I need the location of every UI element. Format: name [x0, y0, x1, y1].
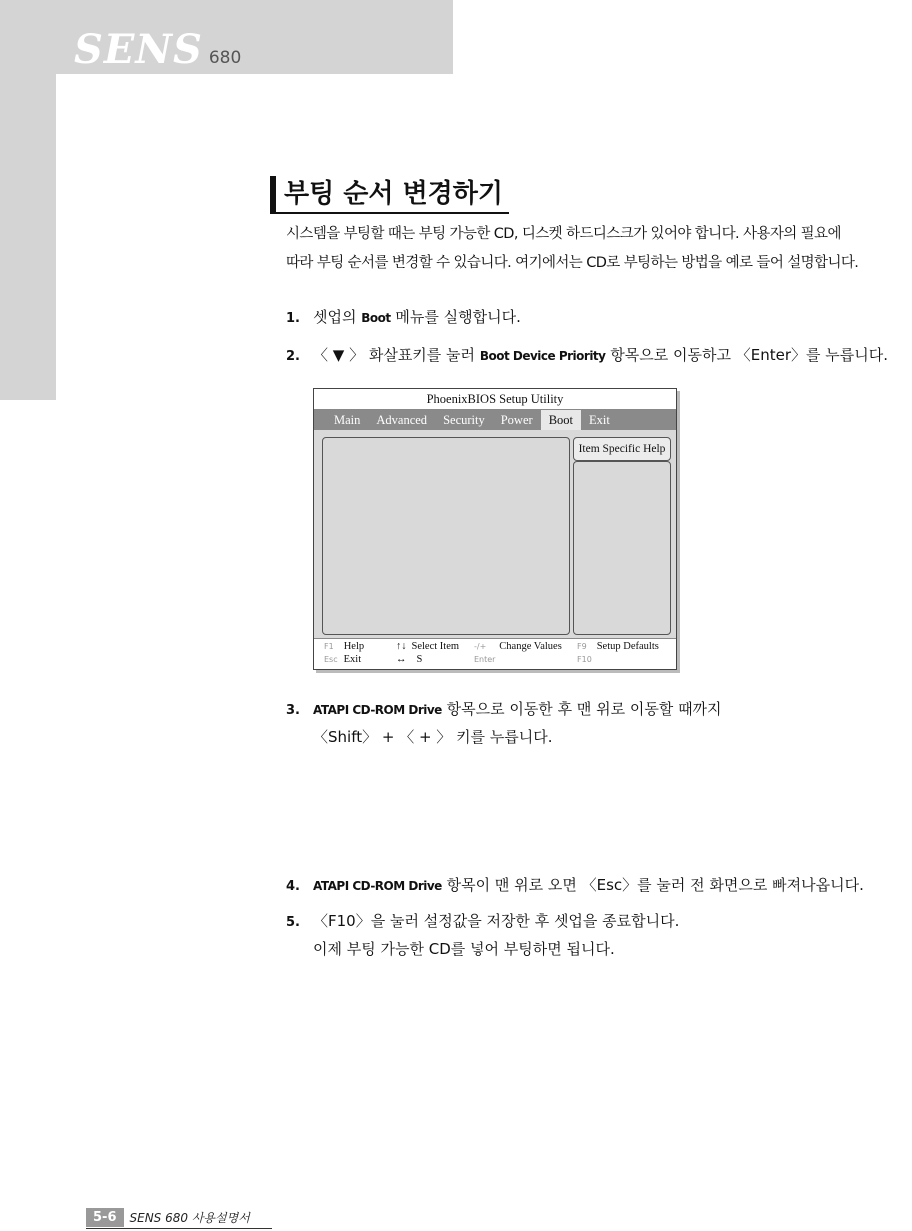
step-number: 1. — [286, 311, 300, 326]
step-3 — [286, 696, 722, 750]
step-text: 셋업의 — [313, 308, 362, 326]
bios-menu-bar — [314, 410, 676, 430]
bios-item-list — [322, 437, 570, 635]
bios-footer-f10 — [577, 654, 592, 665]
intro-line-2: 따라 부팅 순서를 변경할 수 있습니다. 여기에서는 CD로 부팅하는 방법을 예로 들어 설명합니다. — [286, 255, 859, 271]
step-1 — [286, 304, 521, 332]
page-number: 5-6 — [86, 1208, 124, 1227]
label-exit: Exit — [343, 654, 362, 665]
logo-model: 680 — [208, 48, 242, 68]
step-text-line-2: 〈Shift〉 + 〈 + 〉 키를 누릅니다. — [313, 728, 553, 746]
key-f1: F1 — [324, 642, 334, 651]
bios-menu-boot[interactable]: Boot — [541, 410, 581, 430]
key-esc: Esc — [324, 655, 338, 664]
side-band — [0, 74, 56, 400]
bios-footer-change-values — [474, 641, 562, 652]
label-setup-defaults: Setup Defaults — [596, 641, 659, 652]
up-down-arrows-icon: ↑↓ — [396, 641, 407, 652]
step-keyword: Boot — [361, 311, 391, 325]
bios-menu-power[interactable]: Power — [500, 413, 533, 427]
step-keyword: Boot Device Priority — [479, 349, 606, 363]
brand-logo — [74, 26, 241, 73]
label-help: Help — [343, 641, 365, 652]
label-change-values: Change Values — [499, 641, 562, 652]
bios-help-title: Item Specific Help — [573, 437, 671, 461]
left-right-arrows-icon: ↔ — [396, 654, 407, 665]
label-select-menu: S — [416, 654, 423, 665]
key-plus-minus: -/+ — [474, 642, 487, 651]
step-text: 메뉴를 실행합니다. — [390, 308, 521, 326]
bios-footer-select-item — [396, 641, 459, 652]
bios-footer-f1 — [324, 641, 364, 652]
bios-footer — [314, 638, 676, 669]
bios-menu-security[interactable]: Security — [443, 413, 485, 427]
step-text: 〈 ▼ 〉 화살표키를 눌러 — [313, 346, 480, 364]
step-number: 5. — [286, 915, 300, 930]
bios-screen — [313, 388, 677, 670]
key-f9: F9 — [577, 642, 587, 651]
bios-footer-select-menu — [396, 654, 422, 665]
step-number: 4. — [286, 879, 300, 894]
bios-footer-enter — [474, 654, 495, 665]
step-keyword: ATAPI CD-ROM Drive — [313, 703, 442, 717]
step-text-line-2: 이제 부팅 가능한 CD를 넣어 부팅하면 됩니다. — [313, 940, 615, 958]
step-4 — [286, 872, 864, 900]
intro-line-1: 시스템을 부팅할 때는 부팅 가능한 CD, 디스켓 하드디스크가 있어야 합니다. 사용자의 필요에 — [286, 226, 841, 242]
bios-menu-exit[interactable]: Exit — [589, 413, 610, 427]
bios-footer-f9 — [577, 641, 659, 652]
logo-brand: SENS — [74, 26, 203, 73]
bios-menu-advanced[interactable]: Advanced — [376, 413, 428, 427]
section-title: 부팅 순서 변경하기 — [270, 176, 509, 214]
key-enter: Enter — [474, 655, 496, 664]
intro-paragraph — [286, 220, 908, 278]
step-text: 〈F10〉을 눌러 설정값을 저장한 후 셋업을 종료합니다. — [313, 912, 680, 930]
step-2 — [286, 342, 888, 370]
bios-help-box — [573, 461, 671, 635]
key-f10: F10 — [577, 655, 592, 664]
footer-divider — [86, 1228, 272, 1229]
label-select-item: Select Item — [411, 641, 460, 652]
bios-title: PhoenixBIOS Setup Utility — [314, 389, 676, 410]
step-number: 3. — [286, 703, 300, 718]
step-5 — [286, 908, 679, 962]
footer-title: SENS 680 사용설명서 — [129, 1211, 250, 1225]
step-keyword: ATAPI CD-ROM Drive — [313, 879, 442, 893]
page-footer — [86, 1208, 256, 1227]
bios-footer-esc — [324, 654, 361, 665]
step-text: 항목이 맨 위로 오면 〈Esc〉를 눌러 전 화면으로 빠져나옵니다. — [441, 876, 864, 894]
step-number: 2. — [286, 349, 300, 364]
bios-menu-main[interactable]: Main — [334, 413, 361, 427]
step-text: 항목으로 이동하고 〈Enter〉를 누릅니다. — [605, 346, 888, 364]
step-text: 항목으로 이동한 후 맨 위로 이동할 때까지 — [441, 700, 722, 718]
